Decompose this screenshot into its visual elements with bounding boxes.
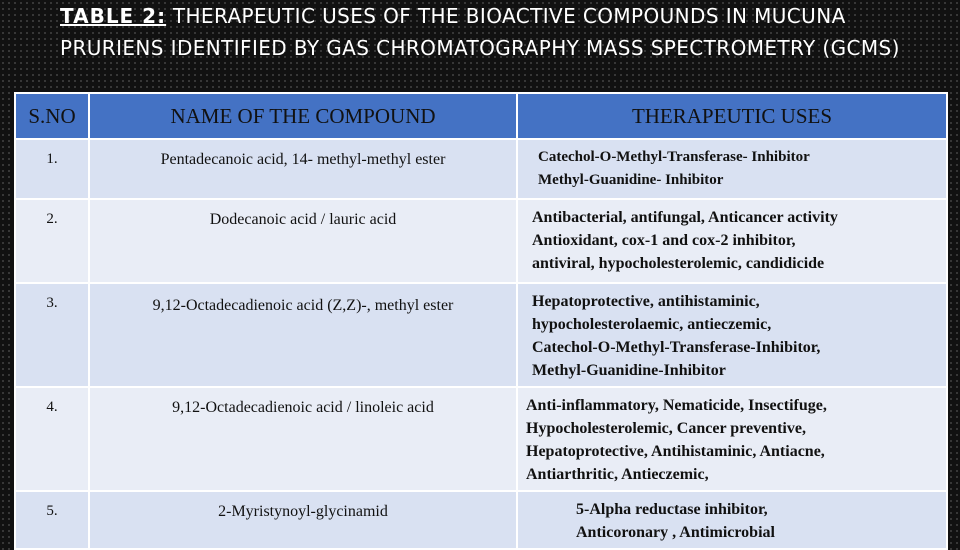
- compound-cell: 2-Myristynoyl-glycinamid: [89, 491, 517, 549]
- use-line: Hepatoprotective, antihistaminic,: [532, 293, 760, 310]
- sno-cell: 3.: [15, 283, 89, 387]
- compound-cell: 9,12-Octadecadienoic acid (Z,Z)-, methyl ester: [89, 283, 517, 387]
- table-row: [15, 491, 947, 549]
- use-line: Catechol-O-Methyl-Transferase- Inhibitor: [538, 149, 810, 165]
- use-line: Hepatoprotective, Antihistaminic, Antiacne,: [526, 443, 825, 460]
- use-line: Antibacterial, antifungal, Anticancer activity: [532, 209, 838, 226]
- table-label: TABLE 2:: [60, 4, 167, 28]
- use-line: hypocholesterolaemic, antieczemic,: [532, 316, 772, 333]
- header-row: [15, 93, 947, 139]
- header-sno: S.NO: [15, 93, 89, 139]
- use-line: Catechol-O-Methyl-Transferase-Inhibitor,: [532, 339, 821, 356]
- header-compound: NAME OF THE COMPOUND: [89, 93, 517, 139]
- table-row: [15, 283, 947, 387]
- uses-cell: [517, 139, 947, 199]
- sno-cell: 1.: [15, 139, 89, 199]
- table-row: [15, 387, 947, 491]
- use-line: Antiarthritic, Antieczemic,: [526, 466, 709, 483]
- use-line: Anticoronary , Antimicrobial: [576, 524, 775, 541]
- title-text: THERAPEUTIC USES OF THE BIOACTIVE COMPOUNDS IN MUCUNA PRURIENS IDENTIFIED BY GAS CHROMATOGRAPHY MASS SPECTROMETRY (GCMS): [60, 4, 900, 60]
- use-line: Antioxidant, cox-1 and cox-2 inhibitor,: [532, 232, 796, 249]
- use-line: antiviral, hypocholesterolemic, candidicide: [532, 255, 825, 272]
- use-line: Methyl-Guanidine- Inhibitor: [538, 172, 724, 188]
- sno-cell: 5.: [15, 491, 89, 549]
- header-uses: THERAPEUTIC USES: [517, 93, 947, 139]
- compound-cell: Pentadecanoic acid, 14- methyl-methyl ester: [89, 139, 517, 199]
- compound-cell: 9,12-Octadecadienoic acid / linoleic acid: [89, 387, 517, 491]
- table-row: [15, 139, 947, 199]
- use-line: Anti-inflammatory, Nematicide, Insectifuge,: [526, 397, 827, 414]
- slide-title: [60, 0, 920, 92]
- sno-cell: 2.: [15, 199, 89, 283]
- uses-cell: [517, 199, 947, 283]
- sno-cell: 4.: [15, 387, 89, 491]
- use-line: Hypocholesterolemic, Cancer preventive,: [526, 420, 806, 437]
- uses-cell: [517, 491, 947, 549]
- table-row: [15, 199, 947, 283]
- therapeutic-uses-table: [14, 92, 948, 550]
- uses-cell: [517, 283, 947, 387]
- uses-cell: [517, 387, 947, 491]
- compound-cell: Dodecanoic acid / lauric acid: [89, 199, 517, 283]
- use-line: Methyl-Guanidine-Inhibitor: [532, 362, 726, 379]
- use-line: 5-Alpha reductase inhibitor,: [576, 501, 768, 518]
